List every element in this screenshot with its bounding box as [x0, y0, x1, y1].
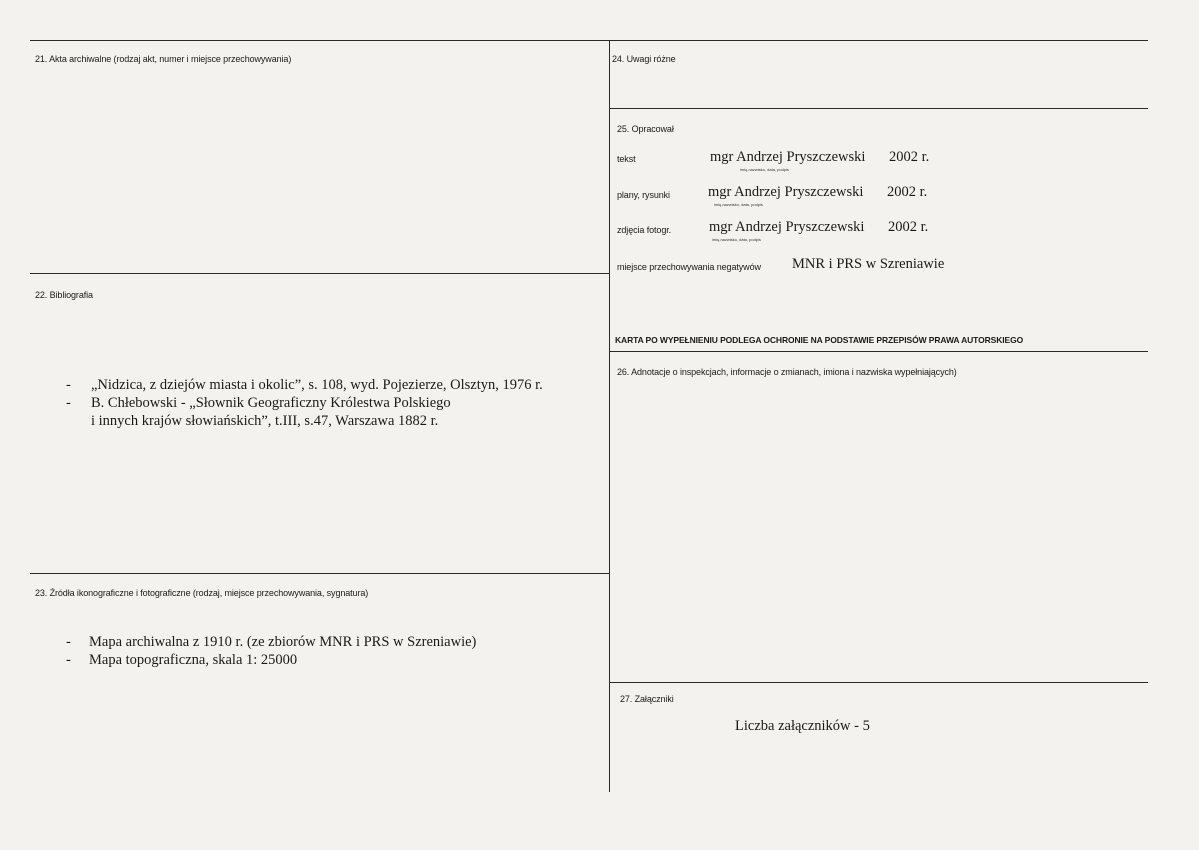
author-row-text-name: mgr Andrzej Pryszczewski — [710, 149, 866, 165]
negatives-value: MNR i PRS w Szreniawie — [792, 256, 945, 272]
author-row-plans-hint: imię,nazwisko, data, podpis — [714, 202, 763, 207]
source-item-2: Mapa topograficzna, skala 1: 25000 — [89, 652, 298, 668]
section-22-label: 22. Bibliografia — [35, 290, 93, 300]
rule-notice — [609, 351, 1148, 352]
author-row-plans-name: mgr Andrzej Pryszczewski — [708, 184, 864, 200]
rule-21-22 — [30, 273, 609, 274]
copyright-notice: KARTA PO WYPEŁNIENIU PODLEGA OCHRONIE NA PODSTAWIE PRZEPISÓW PRAWA AUTORSKIEGO — [615, 335, 1024, 345]
bibliography-item-1: „Nidzica, z dziejów miasta i okolic”, s. 108, wyd. Pojezierze, Olsztyn, 1976 r. — [91, 377, 543, 393]
section-23-label: 23. Źródła ikonograficzne i fotograficzne (rodzaj, miejsce przechowywania, sygnatura) — [35, 588, 369, 598]
bullet-dash: - — [66, 634, 71, 650]
source-item-1: Mapa archiwalna z 1910 r. (ze zbiorów MNR i PRS w Szreniawie) — [89, 634, 477, 650]
section-25-label: 25. Opracował — [617, 124, 674, 134]
bibliography-item-2-cont: i innych krajów słowiańskich”, t.III, s.47, Warszawa 1882 r. — [91, 413, 439, 429]
bibliography-item-2: B. Chłebowski - „Słownik Geograficzny Królestwa Polskiego — [91, 395, 451, 411]
bullet-dash: - — [66, 377, 71, 393]
attachments-count: Liczba załączników - 5 — [735, 718, 870, 734]
author-row-photos-label: zdjęcia fotogr. — [617, 225, 672, 235]
center-divider — [609, 40, 610, 792]
section-24-label: 24. Uwagi różne — [612, 54, 676, 64]
bullet-dash: - — [66, 652, 71, 668]
author-row-text-label: tekst — [617, 154, 636, 164]
author-row-plans-year: 2002 r. — [887, 184, 928, 200]
section-21-label: 21. Akta archiwalne (rodzaj akt, numer i miejsce przechowywania) — [35, 54, 292, 64]
section-26-label: 26. Adnotacje o inspekcjach, informacje o zmianach, imiona i nazwiska wypełniających) — [617, 367, 957, 377]
author-row-text-year: 2002 r. — [889, 149, 930, 165]
author-row-plans-label: plany, rysunki — [617, 190, 670, 200]
rule-24-25 — [609, 108, 1148, 109]
author-row-photos-hint: imię,nazwisko, data, podpis — [712, 237, 761, 242]
rule-22-23 — [30, 573, 609, 574]
author-row-text-hint: imię,nazwisko, data, podpis — [740, 167, 789, 172]
author-row-photos-name: mgr Andrzej Pryszczewski — [709, 219, 865, 235]
section-27-label: 27. Załączniki — [620, 694, 674, 704]
negatives-label: miejsce przechowywania negatywów — [617, 262, 761, 272]
top-rule — [30, 40, 1148, 41]
rule-26-27 — [609, 682, 1148, 683]
bullet-dash: - — [66, 395, 71, 411]
author-row-photos-year: 2002 r. — [888, 219, 929, 235]
